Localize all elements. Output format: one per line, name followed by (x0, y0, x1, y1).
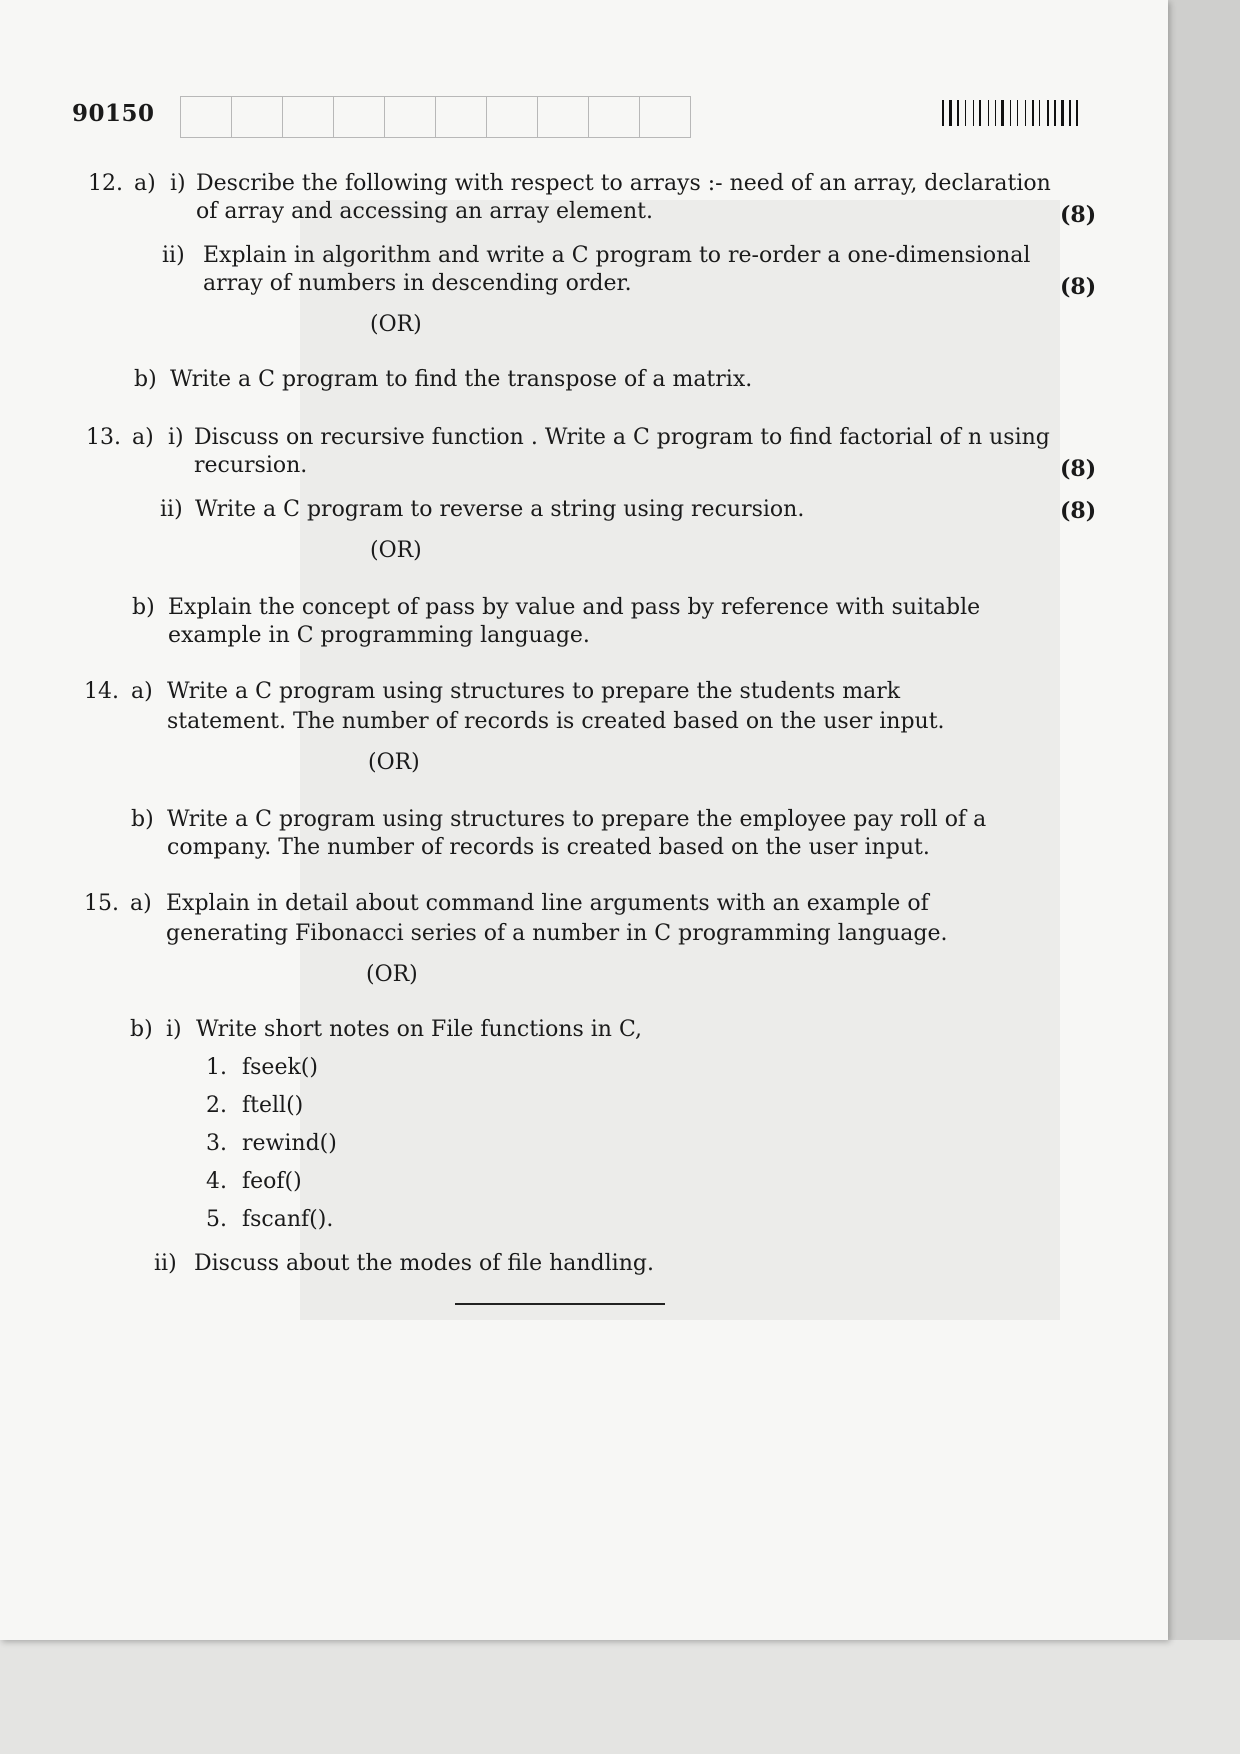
q13-b-text-1: Explain the concept of pass by value and pass by reference with suitable (168, 595, 981, 620)
q14-b-label: b) (131, 807, 154, 832)
q13-a-ii-marks: (8) (1060, 498, 1097, 524)
q13-a-i-label: i) (168, 425, 184, 450)
q12-a-i-text-2: of array and accessing an array element. (196, 199, 653, 224)
q13-or: (OR) (370, 538, 422, 563)
list-item: fscanf(). (242, 1207, 334, 1232)
q12-b-text-1: Write a C program to find the transpose of a matrix. (170, 367, 753, 392)
q14-b-text-1: Write a C program using structures to prepare the employee pay roll of a (167, 807, 987, 832)
q14-b-text-2: company. The number of records is created based on the user input. (167, 835, 930, 860)
q15-a-label: a) (130, 891, 152, 916)
q14-a-text-2: statement. The number of records is created based on the user input. (167, 709, 945, 734)
q12-a-i-marks: (8) (1060, 202, 1097, 228)
end-of-paper-rule (455, 1303, 665, 1305)
q15-b-ii-label: ii) (154, 1251, 177, 1276)
page-code: 90150 (72, 100, 155, 127)
q12-a-ii-label: ii) (162, 243, 185, 268)
q13-a-i-marks: (8) (1060, 456, 1097, 482)
q15-b-i-label: i) (166, 1017, 182, 1042)
q15-or: (OR) (366, 962, 418, 987)
q12-or: (OR) (370, 312, 422, 337)
q15-b-label: b) (130, 1017, 153, 1042)
list-item-number: 2. (206, 1093, 227, 1118)
q12-a-ii-marks: (8) (1060, 274, 1097, 300)
q15-b-ii-text-1: Discuss about the modes of file handling. (194, 1251, 654, 1276)
q13-a-label: a) (132, 425, 154, 450)
q13-a-i-text-2: recursion. (194, 453, 308, 478)
q12-a-i-label: i) (170, 171, 186, 196)
q15-b-i-text-1: Write short notes on File functions in C, (196, 1017, 643, 1042)
list-item-number: 1. (206, 1055, 227, 1080)
list-item: rewind() (242, 1131, 337, 1156)
q12-a-i-text-1: Describe the following with respect to arrays :- need of an array, declaration (196, 171, 1051, 196)
list-item: ftell() (242, 1093, 304, 1118)
q12-b-label: b) (134, 367, 157, 392)
q15-number: 15. (84, 891, 119, 916)
q13-a-i-text-1: Discuss on recursive function . Write a C program to find factorial of n using (194, 425, 1050, 450)
scan-edge-right (1168, 0, 1240, 1640)
q15-a-text-1: Explain in detail about command line arguments with an example of (166, 891, 929, 916)
q13-a-ii-text-1: Write a C program to reverse a string using recursion. (195, 497, 805, 522)
q14-a-text-1: Write a C program using structures to prepare the students mark (167, 679, 901, 704)
list-item: feof() (242, 1169, 302, 1194)
q12-number: 12. (88, 171, 123, 196)
q15-a-text-2: generating Fibonacci series of a number in C programming language. (166, 921, 948, 946)
list-item: fseek() (242, 1055, 318, 1080)
list-item-number: 4. (206, 1169, 227, 1194)
q13-a-ii-label: ii) (160, 497, 183, 522)
q13-number: 13. (86, 425, 121, 450)
q13-b-text-2: example in C programming language. (168, 623, 590, 648)
q14-number: 14. (84, 679, 119, 704)
q14-or: (OR) (368, 750, 420, 775)
q13-b-label: b) (132, 595, 155, 620)
q12-a-ii-text-1: Explain in algorithm and write a C program to re-order a one-dimensional (203, 243, 1031, 268)
q14-a-label: a) (131, 679, 153, 704)
list-item-number: 5. (206, 1207, 227, 1232)
q12-a-ii-text-2: array of numbers in descending order. (203, 271, 632, 296)
scan-bed-bottom (0, 1640, 1240, 1754)
q12-a-label: a) (134, 171, 156, 196)
list-item-number: 3. (206, 1131, 227, 1156)
